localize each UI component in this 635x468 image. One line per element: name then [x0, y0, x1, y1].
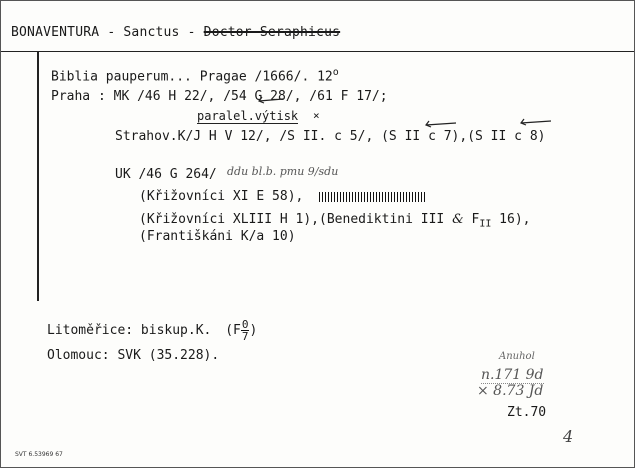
handwritten-note-2: n.171 9d — [481, 367, 544, 383]
strahov-line: Strahov.K/J H V 12/, /S II. c 5/, (S II c 7),(S II c 8) — [115, 129, 546, 144]
krizovnici-line-1: (Křižovníci XI E 58), — [139, 189, 304, 204]
print-code: SVT 6.53969 67 — [15, 451, 63, 458]
page-mark: 4 — [563, 427, 574, 446]
litomerice-line: Litoměřice: biskup.K. (F $\frac{0}{7}$ ) — [47, 318, 258, 343]
praha-holdings: MK /46 H 22/, /54 G 28/, /61 F 17/; — [113, 89, 388, 104]
uk-line: UK /46 G 264/ — [115, 167, 217, 182]
frantiskani-line: (Františkáni K/a 10) — [139, 229, 296, 244]
header-line: BONAVENTURA - Sanctus - Doctor Seraphicus — [11, 25, 341, 40]
zt-note: Zt.70 — [507, 405, 547, 420]
parallel-mark: × — [313, 109, 320, 122]
crossed-out-text — [319, 192, 427, 202]
praha-label: Praha : — [51, 89, 106, 104]
author-epithet: Sanctus — [123, 25, 180, 40]
margin-rule — [37, 51, 39, 301]
card-header — [1, 1, 634, 52]
struck-epithet: Doctor Seraphicus — [203, 25, 341, 40]
parallel-note: paralel.výtisk — [197, 109, 299, 123]
litomerice-fraction: $\frac{0}{7}$ — [241, 318, 249, 343]
handwritten-note-1: Anuhol — [499, 351, 535, 362]
krizovnici-line-2: (Křižovníci XLIII H 1),(Benediktini III & $F_{II}$ 16), — [139, 212, 531, 230]
uk-handwritten-note: ddu bl.b. pmu 9/sdu — [227, 165, 339, 178]
praha-line — [51, 89, 388, 104]
olomouc-line: Olomouc: SVK (35.228). — [47, 348, 220, 363]
arrow-mark-top — [256, 93, 286, 105]
title-line: Biblia pauperum... Pragae /1666/. 12$^o$ — [51, 67, 339, 85]
author-name: BONAVENTURA — [11, 25, 100, 40]
handwritten-note-3: × 8.73 Jd — [477, 383, 544, 399]
